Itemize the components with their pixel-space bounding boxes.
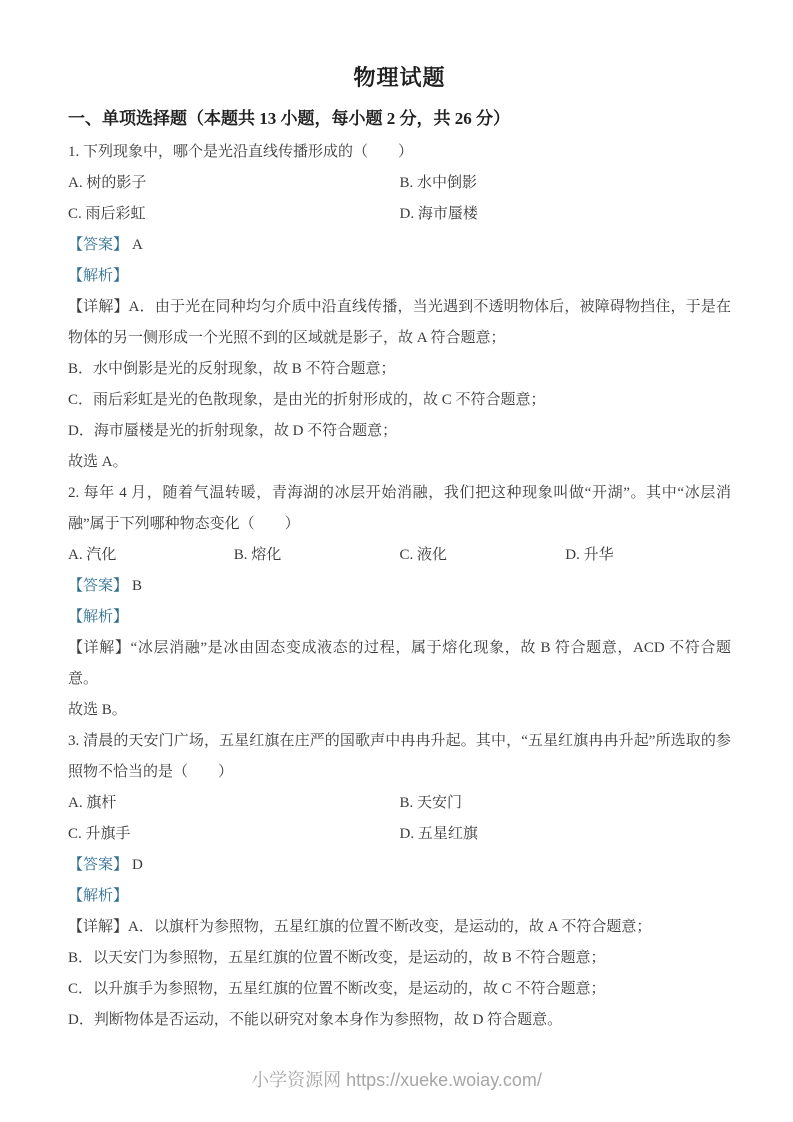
answer-line: [68, 850, 731, 881]
detail-paragraph: 【详解】A．由于光在同种均匀介质中沿直线传播，当光遇到不透明物体后，被障碍物挡住，于是在物体的另一侧形成一个光照不到的区域就是影子，故 A 符合题意；: [68, 299, 731, 346]
option-d: D. 五星红旗: [399, 826, 478, 842]
question-2: [68, 478, 731, 726]
option-d: D. 海市蜃楼: [399, 206, 478, 222]
options-grid: [68, 540, 731, 571]
options-grid: [68, 168, 731, 230]
option-a: A. 旗杆: [68, 795, 117, 811]
detail-paragraph: C．以升旗手为参照物，五星红旗的位置不断改变，是运动的，故 C 不符合题意；: [68, 981, 606, 997]
answer-line: [68, 230, 731, 261]
detail-paragraph: 【详解】A．以旗杆为参照物，五星红旗的位置不断改变，是运动的，故 A 不符合题意；: [68, 919, 652, 935]
footer-watermark: 小学资源网 https://xueke.woiay.com/: [251, 1070, 542, 1090]
analysis-label: 【解析】: [68, 888, 129, 904]
option-c: C. 雨后彩虹: [68, 206, 146, 222]
answer-value: D: [132, 857, 143, 873]
option-a: A. 汽化: [68, 547, 117, 563]
exam-content: [68, 62, 731, 1036]
question-stem: 3. 清晨的天安门广场，五星红旗在庄严的国歌声中冉冉升起。其中，“五星红旗冉冉升起”所选取的参照物不恰当的是（ ）: [68, 733, 731, 780]
detail-paragraph: 故选 A。: [68, 454, 128, 470]
answer-label: 【答案】: [68, 237, 129, 253]
option-b: B. 水中倒影: [399, 175, 478, 191]
detail-paragraph: 【详解】“冰层消融”是冰由固态变成液态的过程，属于熔化现象，故 B 符合题意，ACD 不符合题意。: [68, 640, 731, 687]
detail-paragraph: B．水中倒影是光的反射现象，故 B 不符合题意；: [68, 361, 396, 377]
answer-line: [68, 571, 731, 602]
option-b: B. 天安门: [399, 795, 463, 811]
page-title: 物理试题: [353, 65, 446, 90]
analysis-label: 【解析】: [68, 609, 129, 625]
answer-label: 【答案】: [68, 857, 129, 873]
option-b: B. 熔化: [233, 547, 282, 563]
question-stem: 1. 下列现象中，哪个是光沿直线传播形成的（ ）: [68, 144, 414, 160]
question-stem: 2. 每年 4 月，随着气温转暖，青海湖的冰层开始消融，我们把这种现象叫做“开湖”。其中“冰层消融”属于下列哪种物态变化（ ）: [68, 485, 731, 532]
question-1: [68, 137, 731, 478]
detail-paragraph: C．雨后彩虹是光的色散现象，是由光的折射形成的，故 C 不符合题意；: [68, 392, 546, 408]
option-d: D. 升华: [565, 547, 614, 563]
option-a: A. 树的影子: [68, 175, 147, 191]
detail-paragraph: 故选 B。: [68, 702, 127, 718]
analysis-line: [68, 881, 731, 912]
answer-label: 【答案】: [68, 578, 129, 594]
analysis-label: 【解析】: [68, 268, 129, 284]
section-heading: 一、单项选择题（本题共 13 小题，每小题 2 分，共 26 分）: [68, 109, 510, 128]
analysis-line: [68, 261, 731, 292]
analysis-line: [68, 602, 731, 633]
detail-paragraph: D．海市蜃楼是光的折射现象，故 D 不符合题意；: [68, 423, 398, 439]
answer-value: B: [132, 578, 143, 594]
options-grid: [68, 788, 731, 850]
answer-value: A: [132, 237, 143, 253]
option-c: C. 升旗手: [68, 826, 131, 842]
detail-paragraph: B．以天安门为参照物，五星红旗的位置不断改变，是运动的，故 B 不符合题意；: [68, 950, 606, 966]
option-c: C. 液化: [399, 547, 448, 563]
detail-paragraph: D．判断物体是否运动，不能以研究对象本身作为参照物，故 D 符合题意。: [68, 1012, 563, 1028]
question-3: [68, 726, 731, 1036]
